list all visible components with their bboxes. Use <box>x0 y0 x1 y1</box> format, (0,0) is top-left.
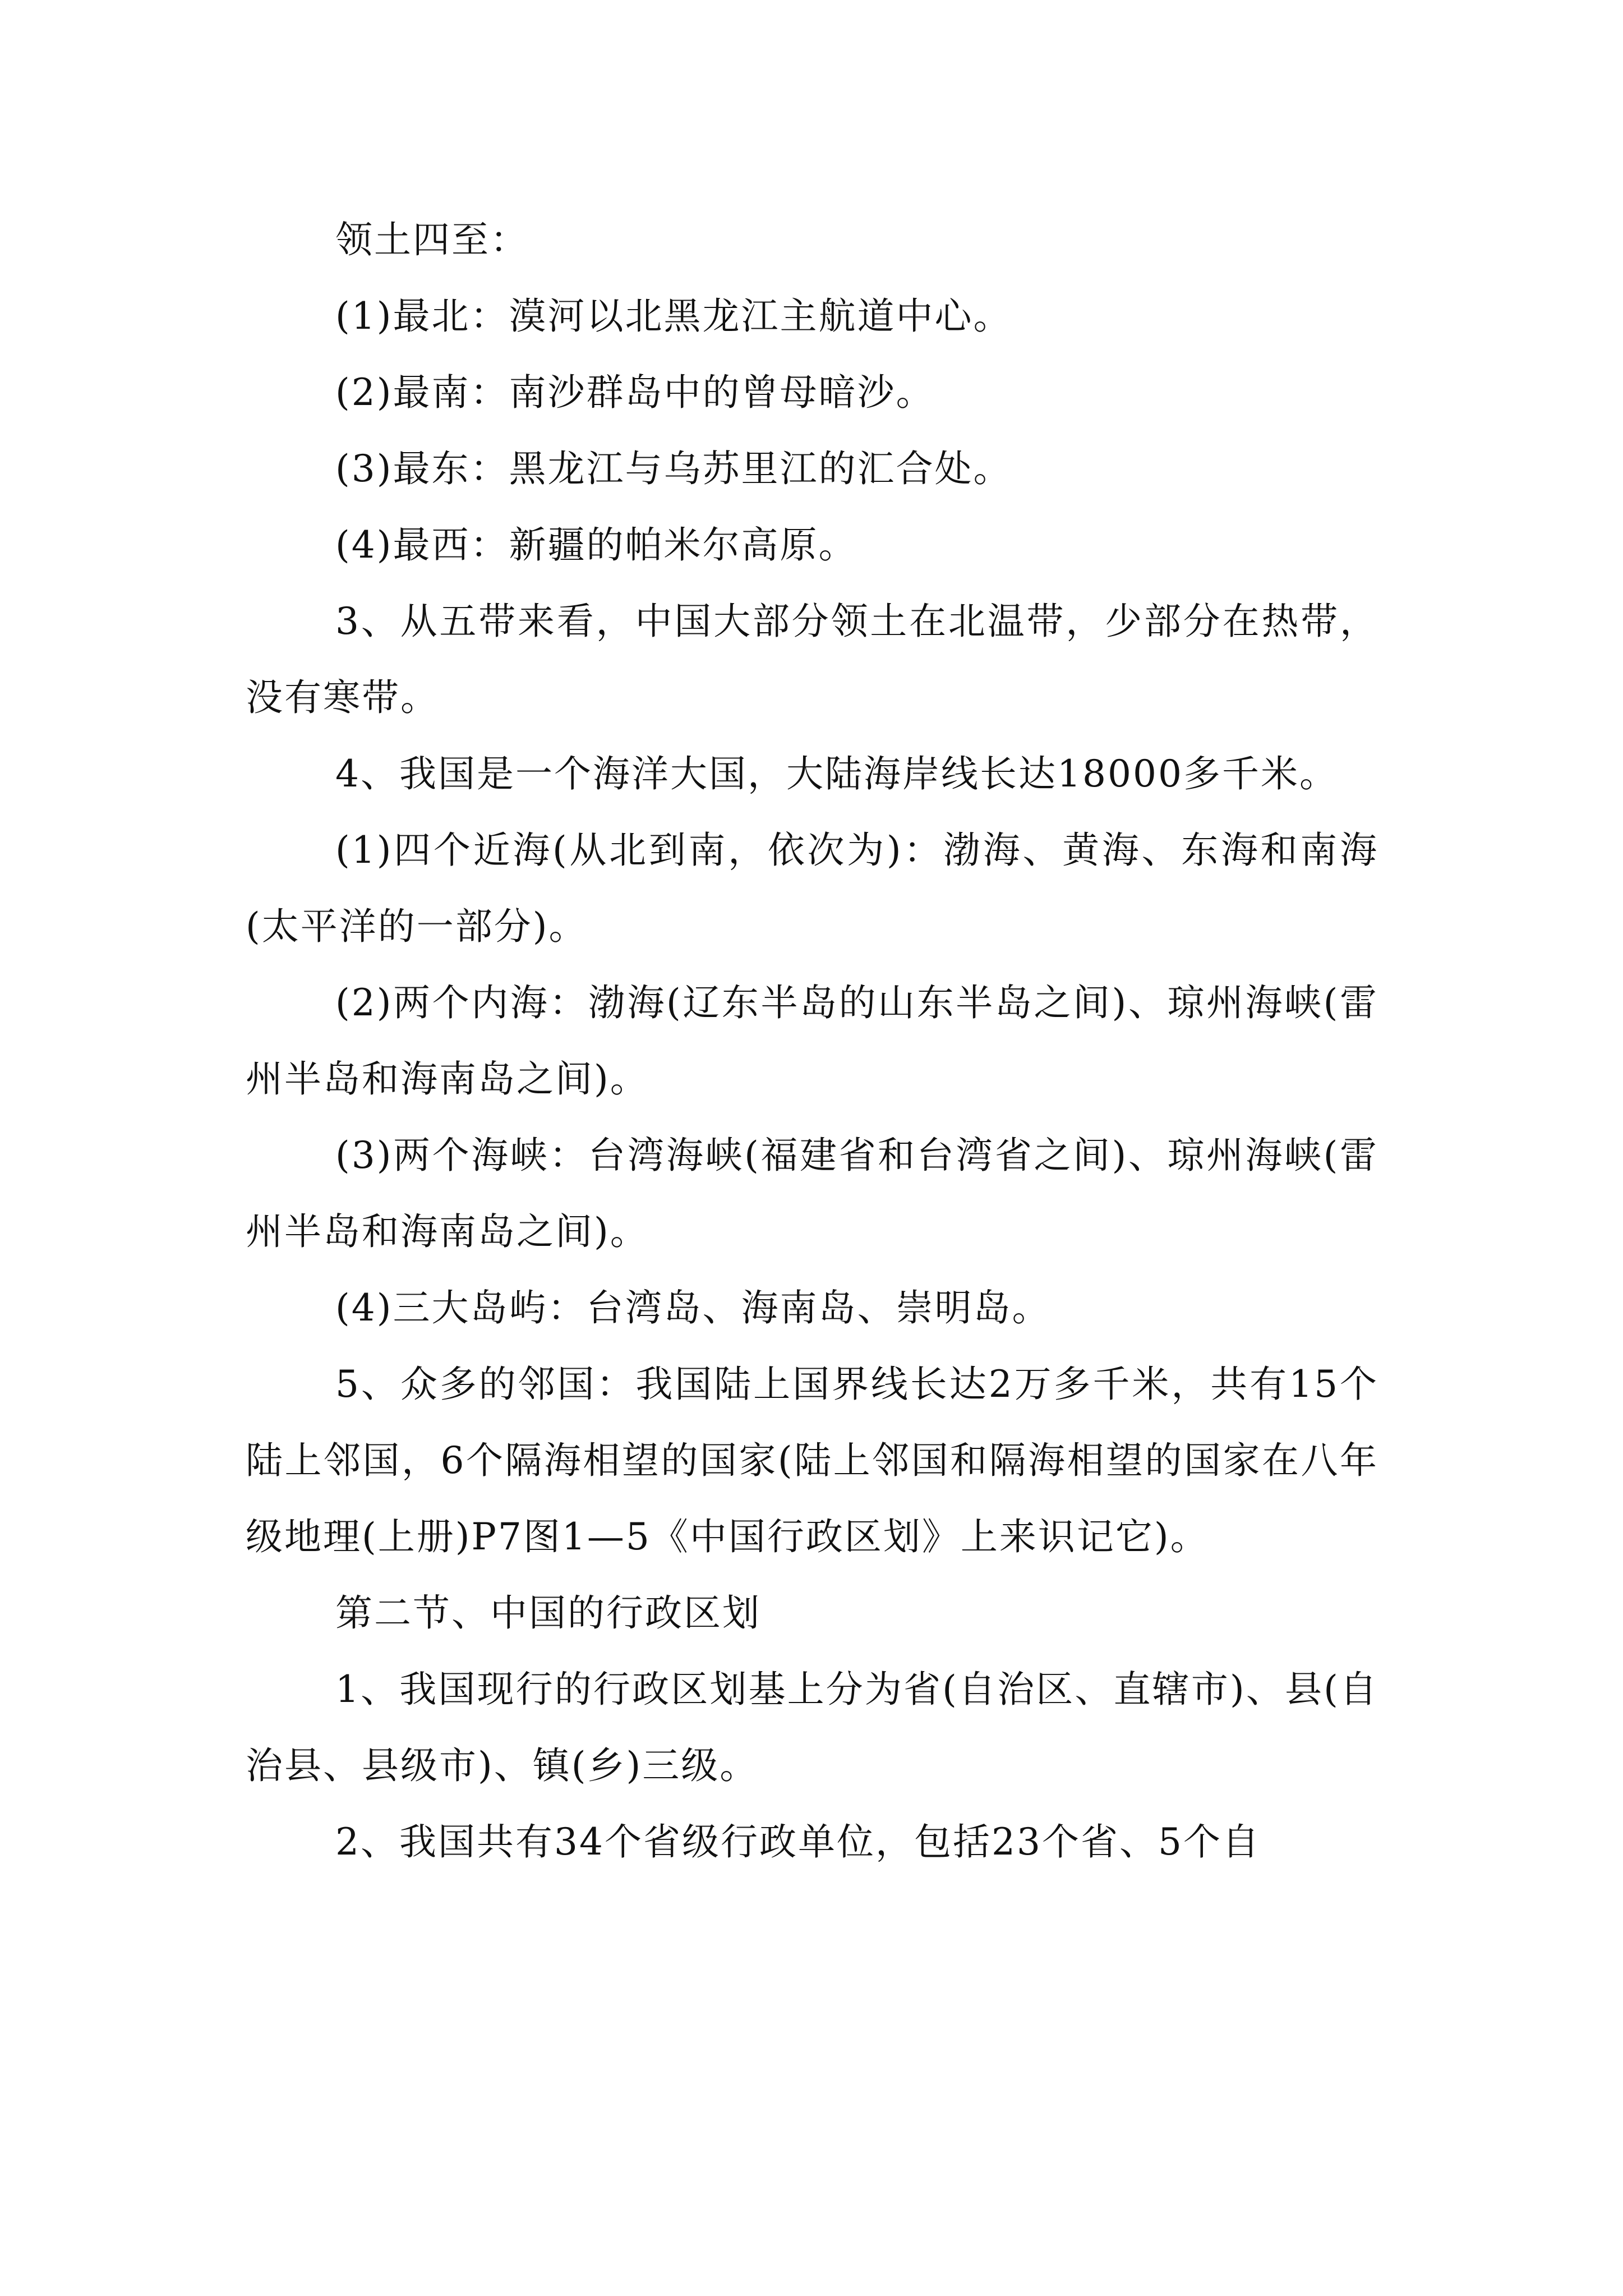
paragraph: 5、众多的邻国：我国陆上国界线长达2万多千米，共有15个陆上邻国，6个隔海相望的国家(陆上邻国和隔海相望的国家在八年级地理(上册)P7图1—5《中国行政区划》上来识记它)。 <box>246 1363 1378 1558</box>
paragraph: (3)两个海峡：台湾海峡(福建省和台湾省之间)、琼州海峡(雷州半岛和海南岛之间)。 <box>246 1134 1378 1253</box>
paragraph: (4)最西：新疆的帕米尔高原。 <box>335 523 857 567</box>
section-heading: 第二节、中国的行政区划 <box>335 1591 761 1635</box>
paragraph: 领土四至： <box>335 218 529 261</box>
paragraph: (2)两个内海：渤海(辽东半岛的山东半岛之间)、琼州海峡(雷州半岛和海南岛之间)。 <box>246 981 1378 1101</box>
paragraph: (1)四个近海(从北到南，依次为)：渤海、黄海、东海和南海(太平洋的一部分)。 <box>246 829 1378 948</box>
paragraph: (3)最东：黑龙江与乌苏里江的汇合处。 <box>335 447 1012 490</box>
paragraph: 4、我国是一个海洋大国，大陆海岸线长达18000多千米。 <box>335 752 1338 795</box>
paragraph: (1)最北：漠河以北黑龙江主航道中心。 <box>335 295 1012 338</box>
document-body <box>246 202 1378 1880</box>
paragraph: 3、从五带来看，中国大部分领土在北温带，少部分在热带，没有寒带。 <box>246 600 1378 719</box>
paragraph: 1、我国现行的行政区划基上分为省(自治区、直辖市)、县(自治县、县级市)、镇(乡)三级。 <box>246 1668 1378 1787</box>
paragraph: 2、我国共有34个省级行政单位，包括23个省、5个自 <box>335 1820 1261 1864</box>
paragraph: (4)三大岛屿：台湾岛、海南岛、崇明岛。 <box>335 1286 1051 1329</box>
paragraph: (2)最南：南沙群岛中的曾母暗沙。 <box>335 371 935 414</box>
